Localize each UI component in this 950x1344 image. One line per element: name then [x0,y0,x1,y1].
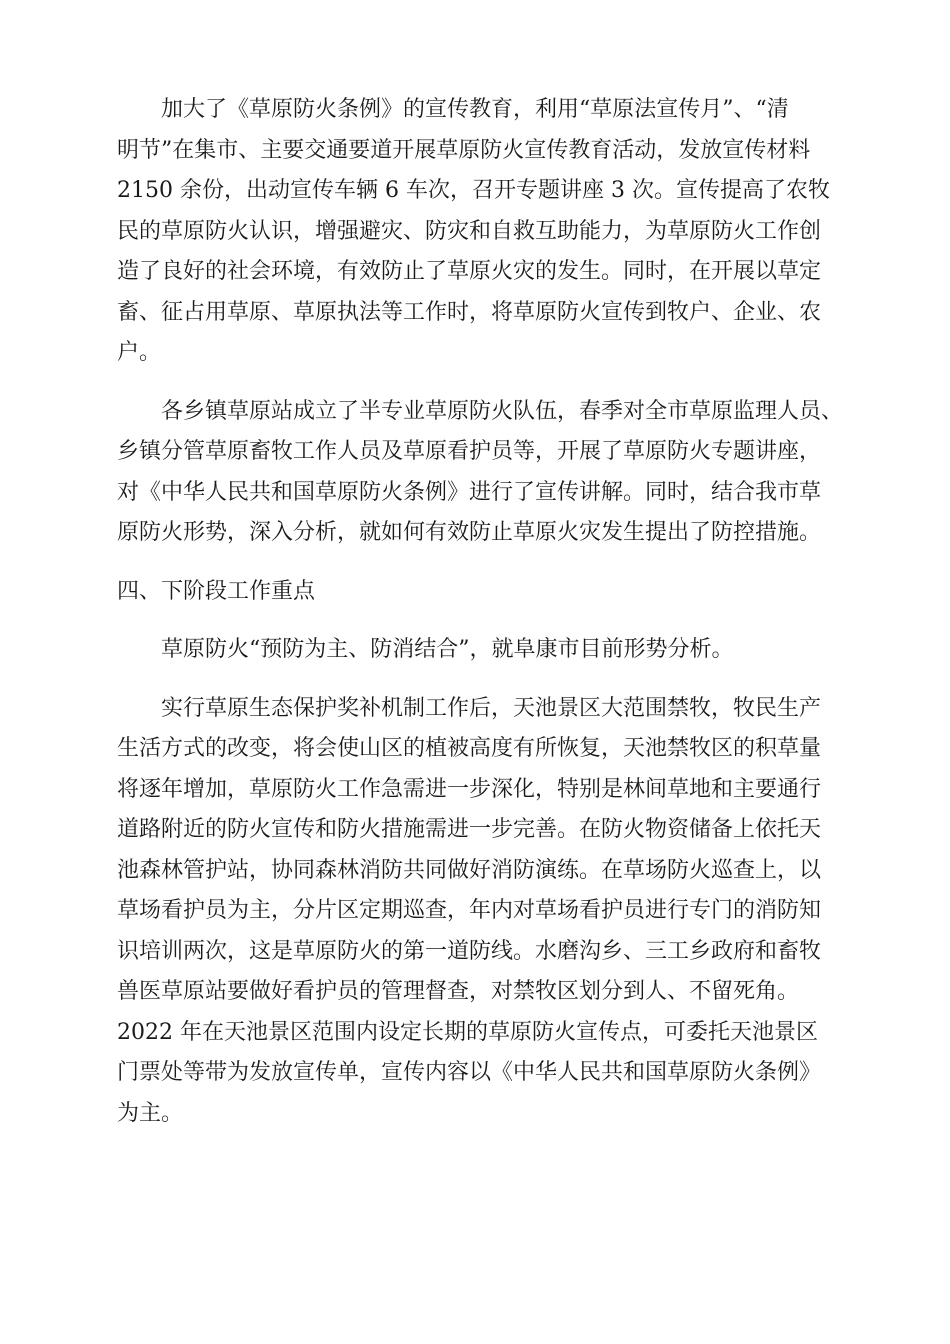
text-line: 道路附近的防火宣传和防火措施需进一步完善。在防火物资储备上依托天 [117,817,822,842]
text-line: 草场看护员为主，分片区定期巡查，年内对草场看护员进行专门的消防知 [117,898,822,923]
text-line: 对《中华人民共和国草原防火条例》进行了宣传讲解。同时，结合我市草 [117,479,822,505]
text-line: 2022 年在天池景区范围内设定长期的草原防火宣传点，可委托天池景区 [117,1019,818,1045]
text-line: 识培训两次，这是草原防火的第一道防线。水磨沟乡、三工乡政府和畜牧 [117,938,822,964]
paragraph-fire-law-publicity [117,90,837,374]
paragraph-prevention-principle [117,630,837,671]
text-line: 各乡镇草原站成立了半专业草原防火队伍，春季对全市草原监理人员、 [161,398,844,424]
text-line: 池森林管护站，协同森林消防共同做好消防演练。在草场防火巡查上，以 [117,857,822,883]
text-line: 畜、征占用草原、草原执法等工作时，将草原防火宣传到牧户、企业、农 [117,299,822,325]
text-line: 加大了《草原防火条例》的宣传教育，利用“草原法宣传月”、“清 [161,97,789,122]
section-heading [117,572,837,613]
text-line: 门票处等带为发放宣传单，宣传内容以《中华人民共和国草原防火条例》 [117,1060,822,1085]
paragraph-tianchi-measures [117,689,837,1135]
text-line: 原防火形势，深入分析，就如何有效防止草原火灾发生提出了防控措施。 [117,520,822,545]
text-line: 民的草原防火认识，增强避灾、防灾和自救互助能力，为草原防火工作创 [117,218,822,244]
text-line: 实行草原生态保护奖补机制工作后，天池景区大范围禁牧，牧民生产 [161,695,822,721]
section-heading-text: 四、下阶段工作重点 [117,578,316,604]
text-line: 造了良好的社会环境，有效防止了草原火灾的发生。同时，在开展以草定 [117,259,822,284]
text-line: 将逐年增加，草原防火工作急需进一步深化，特别是林间草地和主要通行 [117,776,822,802]
text-line: 兽医草原站要做好看护员的管理督查，对禁牧区划分到人、不留死角。 [117,979,800,1004]
text-line: 户。 [117,340,162,365]
text-line: 2150 余份，出动宣传车辆 6 车次，召开专题讲座 3 次。宣传提高了农牧 [117,178,830,203]
paragraph-township-teams [117,392,844,554]
text-line: 生活方式的改变，将会使山区的植被高度有所恢复，天池禁牧区的积草量 [117,736,822,761]
text-line: 为主。 [117,1100,184,1126]
text-line: 明节”在集市、主要交通要道开展草原防火宣传教育活动，发放宣传材料 [117,137,811,163]
document-body [117,90,844,1152]
text-line: 乡镇分管草原畜牧工作人员及草原看护员等，开展了草原防火专题讲座， [117,439,822,464]
text-line: 草原防火“预防为主、防消结合”，就阜康市目前形势分析。 [161,637,734,662]
